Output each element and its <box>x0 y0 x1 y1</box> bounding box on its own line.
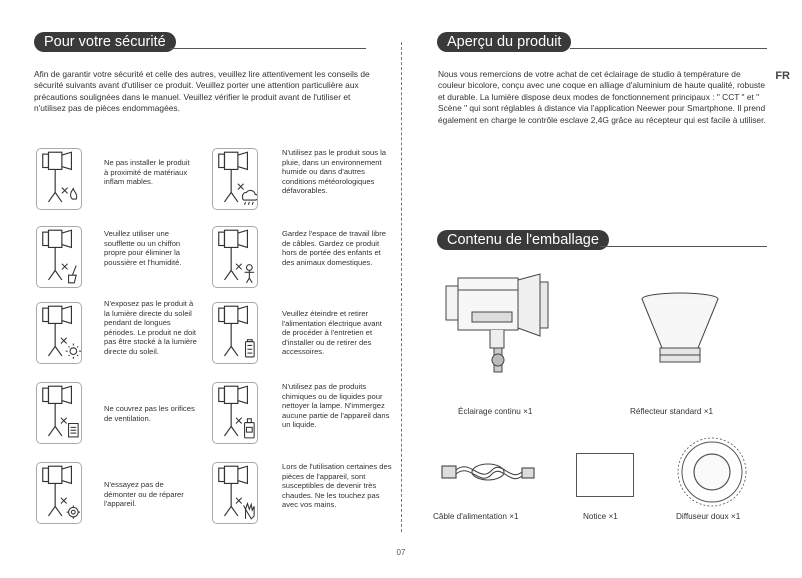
child-icon <box>236 264 254 283</box>
item-caption: Éclairage continu ×1 <box>458 407 533 416</box>
item-caption: Câble d'alimentation ×1 <box>433 512 519 521</box>
overview-intro: Nous vous remercions de votre achat de cet éclairage de studio à température de couleur bicolore, conçu avec une coque en alliage d'aluminium de haute qualité, robuste et durable. La lumière dispose deux modes de fonctionnement principaux : " CCT " et " Scène " qui sont réglables à distance via l'application Neewer pour Smartphone. Il prend également en charge le contrôle esclave 2,4G grâce au récepteur qui est facile à utiliser. <box>438 69 766 125</box>
brush-icon <box>62 264 76 283</box>
chemical-bottle-icon <box>236 418 254 438</box>
manual-image <box>576 453 634 497</box>
warning-text: Ne pas installer le produit à proximité de matériaux inflam mables. <box>104 158 190 187</box>
studio-light-icon <box>43 230 72 280</box>
gear-icon <box>61 498 80 519</box>
warning-text: N'exposez pas le produit à la lumière directe du soleil pendant de longues périodes. Le produit ne doit pas être stocké à la lumière directe du soleil. <box>104 299 197 356</box>
warning-icon-box <box>212 302 258 364</box>
warning-icon-box <box>36 382 82 444</box>
warning-icon-box <box>36 462 82 524</box>
studio-light-icon <box>43 306 72 356</box>
rain-cloud-icon <box>238 184 257 205</box>
title-rule-safety <box>170 48 366 49</box>
studio-light-icon <box>219 306 248 356</box>
warning-icon-box <box>36 148 82 210</box>
studio-light-icon <box>219 230 248 280</box>
item-caption: Réflecteur standard ×1 <box>630 407 714 416</box>
warning-icon-box <box>212 382 258 444</box>
sun-icon <box>61 338 81 359</box>
section-title-safety: Pour votre sécurité <box>34 32 176 52</box>
warning-text: N'utilisez pas de produits chimiques ou de liquides pour nettoyer la lampe. N'immergez aucune partie de l'appareil dans un liquide. <box>282 382 390 430</box>
warning-icon-box <box>212 148 258 210</box>
studio-light-icon <box>219 386 248 436</box>
studio-light-icon <box>43 386 72 436</box>
item-caption: Notice ×1 <box>583 512 618 521</box>
warning-icon-box <box>36 302 82 364</box>
item-caption: Diffuseur doux ×1 <box>676 512 741 521</box>
warning-icon-box <box>212 462 258 524</box>
section-title-overview: Aperçu du produit <box>437 32 571 52</box>
studio-light-icon <box>43 152 72 202</box>
continuous-light-image <box>440 268 560 393</box>
warning-icon-box <box>36 226 82 288</box>
standard-reflector-image <box>640 290 720 370</box>
title-rule-overview <box>570 48 767 49</box>
vent-icon <box>61 418 78 437</box>
warning-text: Ne couvrez pas les orifices de ventilation. <box>104 404 195 423</box>
title-rule-package <box>600 246 767 247</box>
soft-diffuser-image <box>676 436 748 508</box>
warning-text: N'utilisez pas le produit sous la pluie, dans un environnement humide ou dans d'autres conditions météorologiques défavorables. <box>282 148 387 196</box>
studio-light-icon <box>43 466 72 516</box>
warning-text: N'essayez pas de démonter ou de réparer l'appareil. <box>104 480 184 509</box>
warning-text: Gardez l'espace de travail libre de câbles. Gardez ce produit hors de portée des enfants et des animaux domestiques. <box>282 229 387 267</box>
battery-icon <box>246 340 255 357</box>
language-tag: FR <box>775 70 790 82</box>
studio-light-icon <box>219 466 248 516</box>
warning-text: Veuillez utiliser une soufflette ou un chiffon propre pour éliminer la poussière et l'humidité. <box>104 229 182 267</box>
warning-icon-box <box>212 226 258 288</box>
flame-icon <box>62 188 77 199</box>
hand-icon <box>236 498 254 519</box>
page-divider <box>401 42 402 532</box>
warning-text: Lors de l'utilisation certaines des pièces de l'appareil, sont susceptibles de devenir très chaudes. Ne les touchez pas avec vos mains. <box>282 462 392 510</box>
page-number: 07 <box>396 548 406 557</box>
warning-text: Veuillez éteindre et retirer l'alimentation électrique avant de procéder à l'entretien et d'installer ou de retirer des accessoires. <box>282 309 382 357</box>
section-title-package: Contenu de l'emballage <box>437 230 609 250</box>
power-cable-image <box>440 448 540 498</box>
safety-intro: Afin de garantir votre sécurité et celle des autres, veuillez lire attentivement les conseils de sécurité suivants avant d'utiliser ce produit. Veuillez porter une attention particulière aux précautions soulignées dans le manuel. Veuillez vérifier le produit avant de l'utiliser et n'utilisez pas de pièces endommagées. <box>34 69 370 114</box>
